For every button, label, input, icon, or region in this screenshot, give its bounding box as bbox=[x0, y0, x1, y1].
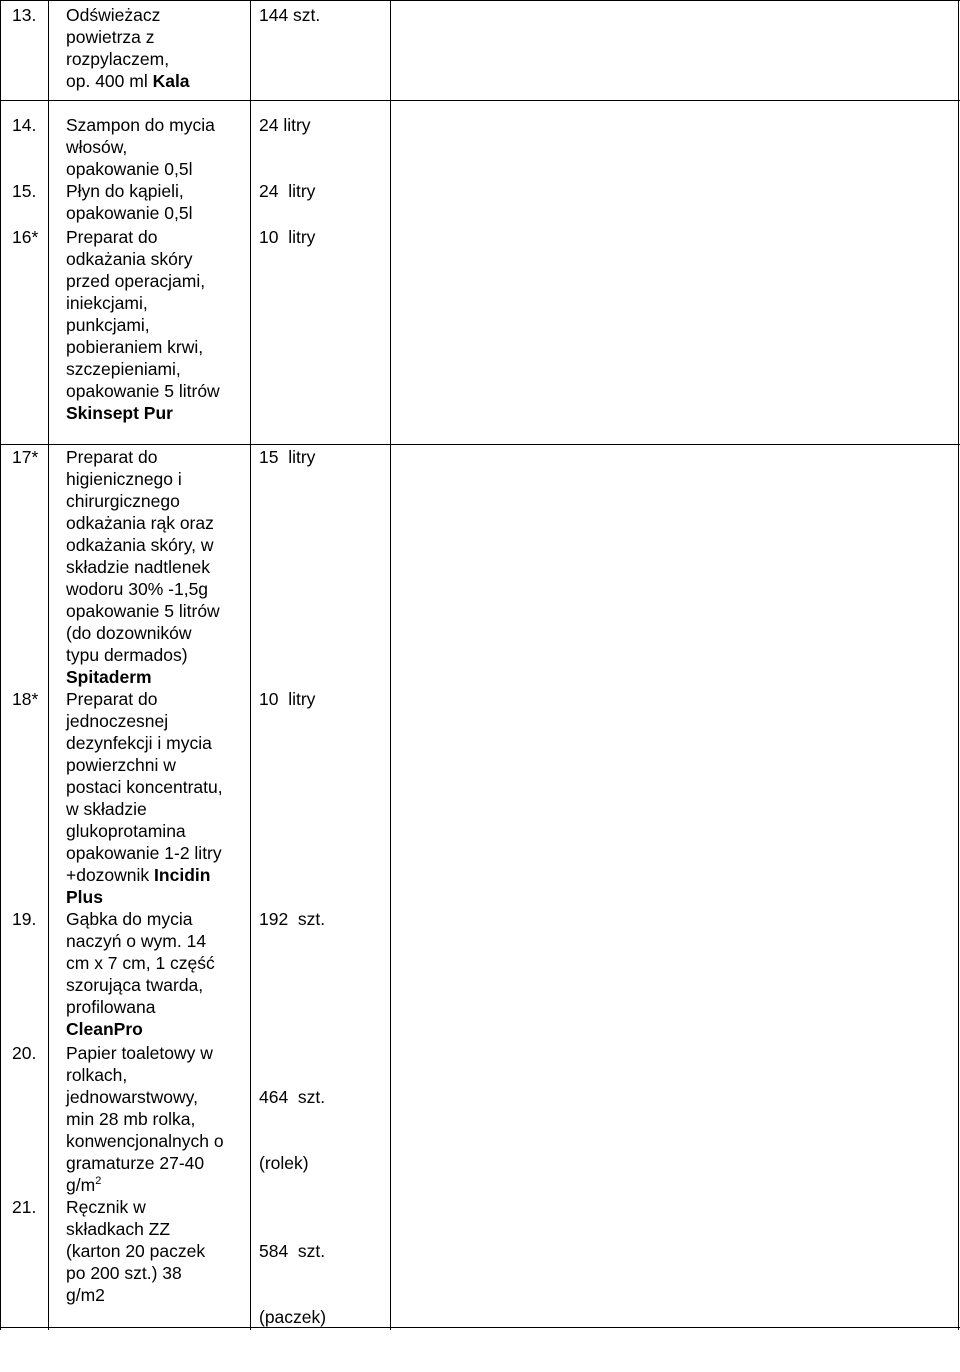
table-border-right bbox=[958, 0, 959, 1330]
row-quantity: 464 szt. (rolek) bbox=[259, 1087, 326, 1173]
brand-name: Kala bbox=[152, 71, 190, 91]
row-number: 18* bbox=[12, 689, 39, 709]
row-description: Szampon do mycia włosów, opakowanie 0,5l bbox=[66, 115, 215, 179]
row-number: 21. bbox=[12, 1197, 37, 1217]
row-divider bbox=[0, 1327, 960, 1328]
row-quantity: 192 szt. bbox=[259, 909, 326, 929]
row-number: 19. bbox=[12, 909, 37, 929]
row-description: Gąbka do mycia naczyń o wym. 14 cm x 7 cm, 1 część szorująca twarda, profilowana CleanPro bbox=[66, 908, 244, 1040]
row-divider bbox=[0, 444, 960, 445]
row-number: 16* bbox=[12, 227, 39, 247]
row-description: Preparat do jednoczesnej dezynfekcji i mycia powierzchni w postaci koncentratu, w składzie glukoprotamina opakowanie 1-2 litry +dozownik Incidin Plus bbox=[66, 688, 244, 908]
row-quantity: 584 szt. (paczek) bbox=[259, 1241, 327, 1327]
row-quantity: 24 litry bbox=[259, 181, 316, 201]
row-quantity: 10 litry bbox=[259, 227, 316, 247]
table-col-divider-3 bbox=[390, 0, 391, 1330]
row-number: 13. bbox=[12, 5, 37, 25]
row-description: Odświeżacz powietrza z rozpylaczem, op. 400 ml Kala bbox=[66, 5, 190, 91]
row-number: 15. bbox=[12, 181, 37, 201]
row-quantity: 10 litry bbox=[259, 689, 316, 709]
row-divider bbox=[0, 0, 960, 1]
table-col-divider-1 bbox=[48, 0, 49, 1330]
row-divider bbox=[0, 100, 960, 101]
row-number: 17* bbox=[12, 447, 39, 467]
table-border-left bbox=[0, 0, 1, 1330]
brand-name-continued: Plus bbox=[66, 887, 103, 907]
row-description: Preparat do odkażania skóry przed operacjami, iniekcjami, punkcjami, pobieraniem krwi, szczepieniami, opakowanie 5 litrów Skinsept Pur bbox=[66, 226, 244, 424]
brand-name: CleanPro bbox=[66, 1019, 143, 1039]
row-description: Papier toaletowy w rolkach, jednowarstwowy, min 28 mb rolka, konwencjonalnych o gramaturze 27-40 $g/m^2$ bbox=[66, 1043, 224, 1195]
brand-name: Spitaderm bbox=[66, 667, 152, 687]
table-col-divider-2 bbox=[250, 0, 251, 1330]
row-quantity: 144 szt. bbox=[259, 5, 321, 25]
row-quantity: 24 litry bbox=[259, 115, 311, 135]
row-description: Płyn do kąpieli, opakowanie 0,5l bbox=[66, 181, 193, 223]
brand-name: Skinsept Pur bbox=[66, 403, 173, 423]
row-number: 20. bbox=[12, 1043, 37, 1063]
row-description: Ręcznik w składkach ZZ (karton 20 paczek po 200 szt.) 38 g/m2 bbox=[66, 1197, 206, 1305]
row-description: Preparat do higienicznego i chirurgicznego odkażania rąk oraz odkażania skóry, w składzie nadtlenek wodoru 30% -1,5g opakowanie 5 litrów (do dozowników typu dermados) Spitaderm bbox=[66, 446, 244, 688]
row-number: 14. bbox=[12, 115, 37, 135]
row-quantity: 15 litry bbox=[259, 447, 316, 467]
brand-name: Incidin bbox=[154, 865, 211, 885]
